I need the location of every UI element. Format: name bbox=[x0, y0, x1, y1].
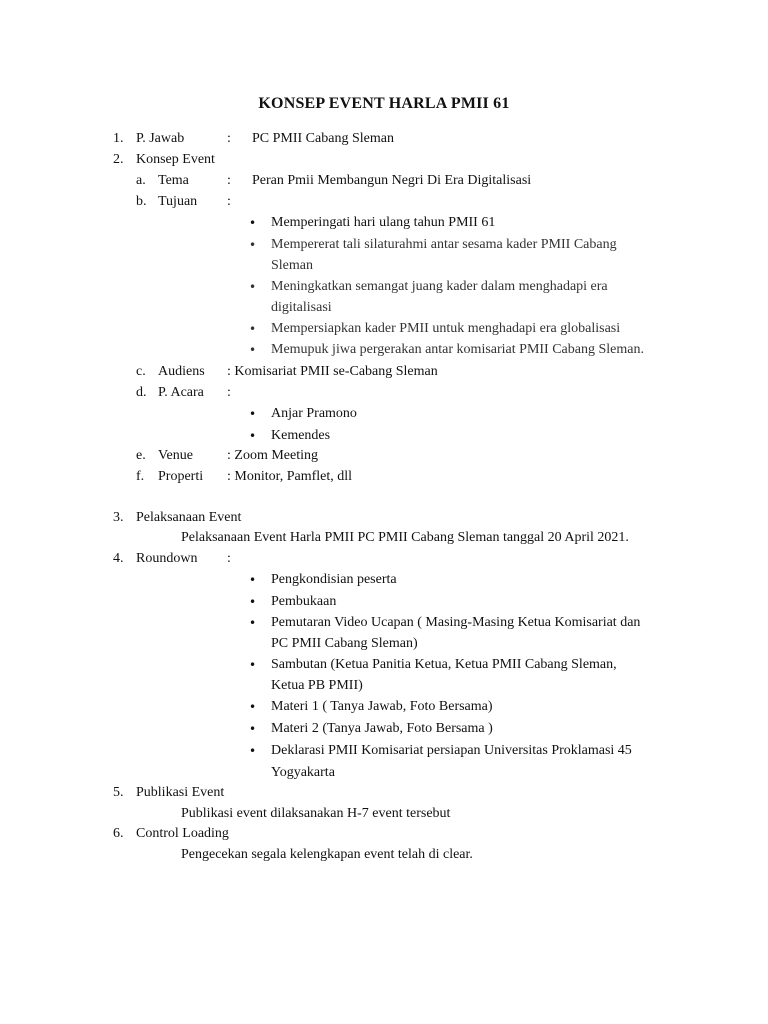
item-label: P. Jawab bbox=[136, 131, 185, 146]
bullet-item: • Kemendes bbox=[271, 428, 330, 444]
sub-value: Peran Pmii Membangun Negri Di Era Digitalisasi bbox=[252, 173, 532, 188]
item-label: Konsep Event bbox=[136, 152, 215, 167]
sub-label: P. Acara bbox=[158, 385, 204, 400]
sub-letter: c. bbox=[136, 364, 146, 379]
item-label: Control Loading bbox=[136, 826, 229, 841]
bullet-item: • Pembukaan bbox=[271, 594, 336, 610]
bullet-item: • Pengkondisian peserta bbox=[271, 572, 397, 588]
bullet-item: • Deklarasi PMII Komisariat persiapan Universitas Proklamasi 45 bbox=[271, 743, 632, 759]
bullet-item-continuation: Sleman bbox=[271, 258, 313, 273]
sub-label: Audiens bbox=[158, 364, 205, 379]
bullet-item: • Memupuk jiwa pergerakan antar komisariat PMII Cabang Sleman. bbox=[271, 342, 644, 358]
separator: : bbox=[227, 551, 231, 566]
separator: : bbox=[227, 385, 231, 400]
item-number: 1. bbox=[113, 131, 124, 146]
sub-letter: a. bbox=[136, 173, 146, 188]
separator: : bbox=[227, 194, 231, 209]
item-label: Pelaksanaan Event bbox=[136, 510, 242, 525]
bullet-item: • Sambutan (Ketua Panitia Ketua, Ketua PMII Cabang Sleman, bbox=[271, 657, 617, 673]
bullet-item: • Mempersiapkan kader PMII untuk menghadapi era globalisasi bbox=[271, 321, 620, 337]
sub-value: : Zoom Meeting bbox=[227, 448, 318, 463]
sub-letter: f. bbox=[136, 469, 145, 484]
item-number: 4. bbox=[113, 551, 124, 566]
sub-letter: e. bbox=[136, 448, 146, 463]
item-label: Roundown bbox=[136, 551, 198, 566]
bullet-item: • Mempererat tali silaturahmi antar sesama kader PMII Cabang bbox=[271, 237, 617, 253]
item-number: 3. bbox=[113, 510, 124, 525]
sub-label: Venue bbox=[158, 448, 193, 463]
sub-value: : Komisariat PMII se-Cabang Sleman bbox=[227, 364, 438, 379]
item-text: Pelaksanaan Event Harla PMII PC PMII Cabang Sleman tanggal 20 April 2021. bbox=[181, 530, 629, 545]
sub-label: Properti bbox=[158, 469, 204, 484]
separator: : bbox=[227, 131, 231, 146]
bullet-item-continuation: Yogyakarta bbox=[271, 765, 335, 780]
item-text: Publikasi event dilaksanakan H-7 event tersebut bbox=[181, 806, 451, 821]
sub-letter: d. bbox=[136, 385, 147, 400]
item-text: Pengecekan segala kelengkapan event telah di clear. bbox=[181, 847, 473, 862]
item-number: 5. bbox=[113, 785, 124, 800]
bullet-item: • Meningkatkan semangat juang kader dalam menghadapi era bbox=[271, 279, 608, 295]
bullet-item: • Materi 2 (Tanya Jawab, Foto Bersama ) bbox=[271, 721, 493, 737]
sub-label: Tema bbox=[158, 173, 189, 188]
bullet-item: • Materi 1 ( Tanya Jawab, Foto Bersama) bbox=[271, 699, 493, 715]
bullet-item-continuation: digitalisasi bbox=[271, 300, 332, 315]
bullet-item: • Pemutaran Video Ucapan ( Masing-Masing Ketua Komisariat dan bbox=[271, 615, 640, 631]
item-label: Publikasi Event bbox=[136, 785, 225, 800]
separator: : bbox=[227, 173, 231, 188]
bullet-item-continuation: PC PMII Cabang Sleman) bbox=[271, 636, 418, 651]
bullet-item: • Anjar Pramono bbox=[271, 406, 357, 422]
item-number: 6. bbox=[113, 826, 124, 841]
item-value: PC PMII Cabang Sleman bbox=[252, 131, 394, 146]
bullet-item-continuation: Ketua PB PMII) bbox=[271, 678, 363, 693]
sub-label: Tujuan bbox=[158, 194, 198, 209]
sub-value: : Monitor, Pamflet, dll bbox=[227, 469, 353, 484]
item-number: 2. bbox=[113, 152, 124, 167]
bullet-item: • Memperingati hari ulang tahun PMII 61 bbox=[271, 215, 495, 231]
document-title: KONSEP EVENT HARLA PMII 61 bbox=[258, 95, 510, 112]
sub-letter: b. bbox=[136, 194, 147, 209]
